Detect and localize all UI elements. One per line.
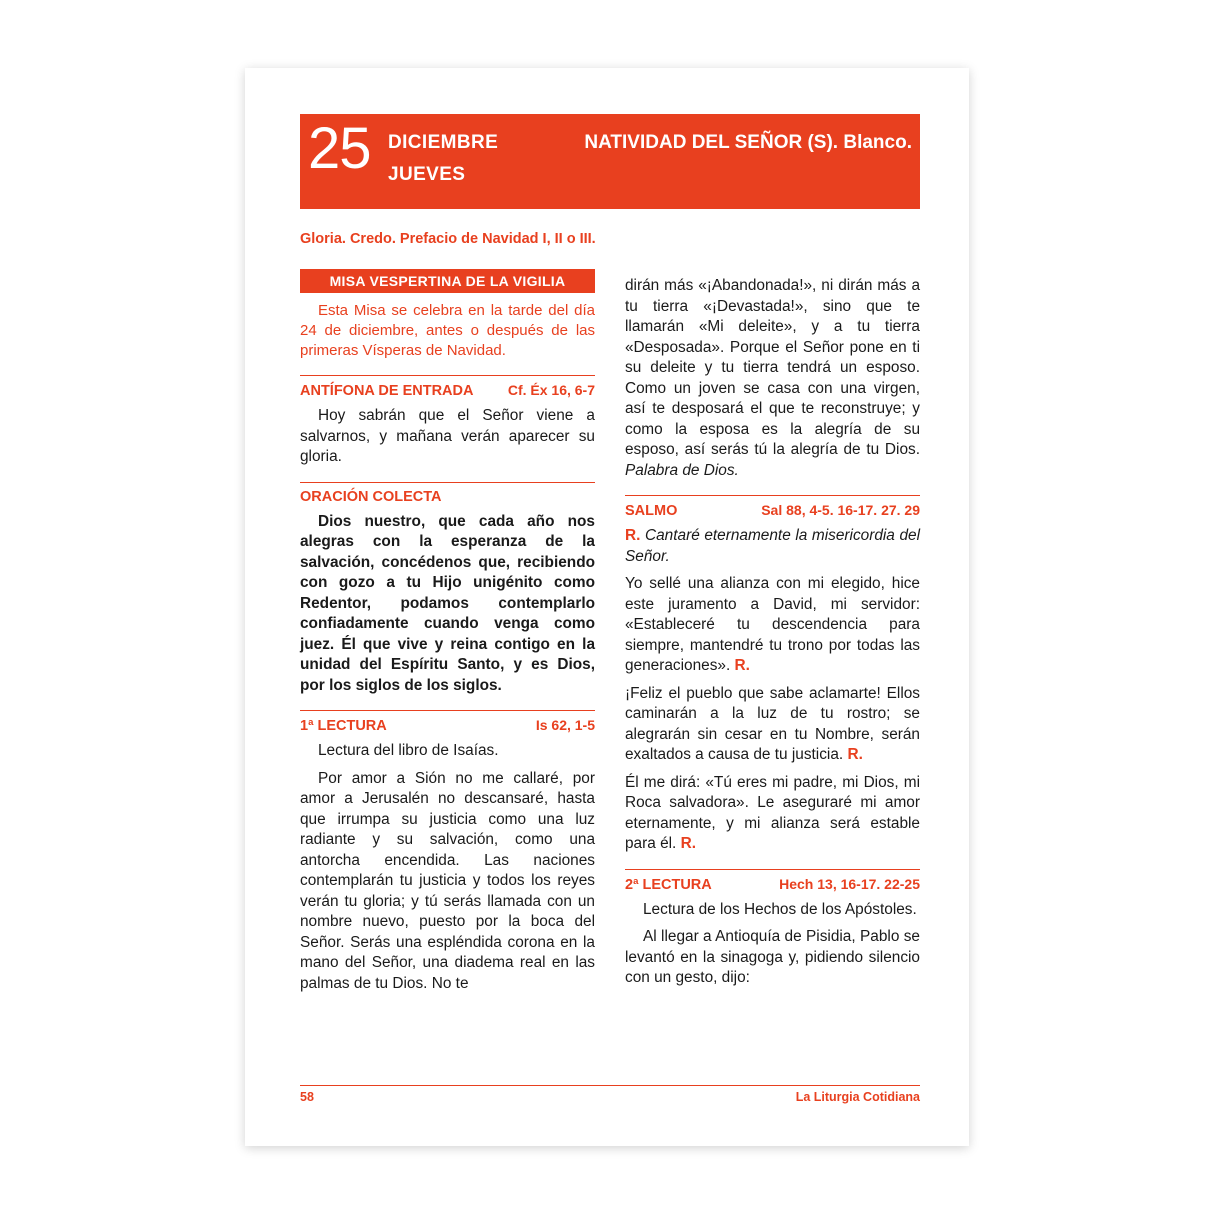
section-oracion-colecta: [300, 489, 595, 505]
section-reference: Cf. Éx 16, 6-7: [507, 382, 595, 398]
collect-text: Dios nuestro, que cada año nos alegras con la esperanza de la salvación, concédenos que, recibiendo con gozo a tu Hijo unigénito como Redentor, podamos contemplarlo confiadamente cuando venga como juez. Él que vive y reina contigo en la unidad del Espíritu Santo, y es Dios, por los siglos de los siglos.: [300, 512, 595, 694]
section-title: 1ª LECTURA: [300, 718, 387, 734]
divider: [300, 710, 595, 711]
response-marker: R.: [680, 835, 697, 852]
page-content: [300, 114, 920, 1104]
feast-title: NATIVIDAD DEL SEÑOR (S). Blanco.: [584, 132, 912, 153]
page-footer: [300, 1085, 920, 1104]
psalm-strophe: [625, 574, 920, 677]
psalm-strophe: [625, 684, 920, 766]
entrance-antiphon-text: Hoy sabrán que el Señor viene a salvarnos, y mañana verán aparecer su gloria.: [300, 407, 595, 465]
section-title: 2ª LECTURA: [625, 876, 712, 893]
top-rubric: Gloria. Credo. Prefacio de Navidad I, II o III.: [300, 231, 596, 247]
first-reading-continuation: [625, 276, 920, 481]
section-title: SALMO: [625, 503, 678, 519]
section-salmo: [625, 502, 920, 519]
book-title: La Liturgia Cotidiana: [795, 1090, 920, 1104]
month-label: DICIEMBRE: [388, 132, 499, 153]
section-title: ANTÍFONA DE ENTRADA: [300, 383, 474, 399]
document-sheet: [245, 68, 969, 1146]
footer-row: [300, 1090, 920, 1104]
divider: [300, 482, 595, 483]
first-reading-intro: Lectura del libro de Isaías.: [318, 742, 499, 759]
banner-right-mask: [600, 114, 920, 209]
divider: [300, 375, 595, 376]
divider: [625, 869, 920, 870]
page-number: 58: [300, 1090, 314, 1104]
right-column: [625, 269, 920, 1059]
section-segunda-lectura: [625, 876, 920, 893]
response-marker: R.: [847, 746, 863, 763]
section-title: ORACIÓN COLECTA: [300, 488, 442, 505]
psalm-strophe-text: Él me dirá: «Tú eres mi padre, mi Dios, mi Roca salvadora». Le aseguraré mi amor eternamente, y mi alianza será estable para él.: [625, 773, 920, 852]
psalm-strophe-text: Yo sellé una alianza con mi elegido, hice este juramento a David, mi servidor: «Estableceré tu descendencia para siempre, mantendré tu trono por todas las generaciones».: [625, 575, 920, 674]
psalm-strophe-text: ¡Feliz el pueblo que sabe aclamarte! Ellos caminarán a la luz de tu rostro; se alegrarán sin cesar en tu Nombre, serán exaltados a causa de tu justicia.: [625, 684, 920, 763]
section-reference: Is 62, 1-5: [535, 717, 595, 733]
section-primera-lectura: [300, 717, 595, 734]
second-reading-text: Al llegar a Antioquía de Pisidia, Pablo se levantó en la sinagoga y, pidiendo silencio con un gesto, dijo:: [625, 928, 920, 986]
second-reading-intro: Lectura de los Hechos de los Apóstoles.: [643, 900, 917, 918]
first-reading-text: Por amor a Sión no me callaré, por amor a Jerusalén no descansaré, hasta que irrumpa su justicia como una luz radiante y su salvación, como una antorcha encendida. Las naciones contemplarán tu justicia y todos los reyes verán tu gloria; y tú serás llamada con un nombre nuevo, puesto por la boca del Señor. Serás una espléndida corona en la mano del Señor, una diadema real en las palmas de tu Dios. No te: [300, 769, 595, 992]
footer-rule: [300, 1085, 920, 1086]
body-columns: [300, 269, 920, 1059]
psalm-response-text: Cantaré eternamente la misericordia del Señor.: [625, 527, 920, 565]
weekday-label: JUEVES: [388, 164, 466, 185]
psalm-response: [625, 526, 920, 567]
date-banner: [300, 114, 920, 209]
psalm-strophe: [625, 773, 920, 855]
section-antifona-entrada: [300, 382, 595, 399]
mass-rubric: Esta Misa se celebra en la tarde del día 24 de diciembre, antes o después de las primeras Vísperas de Navidad.: [300, 302, 595, 359]
first-reading-continuation-text: dirán más «¡Abandonada!», ni dirán más a tu tierra «¡Devastada!», sino que te llamarán «Mi deleite», y a tu tierra «Desposada». Porque el Señor pone en ti su deleite y tu tierra tendrá un esposo. Como un joven se casa con una virgen, así te desposará el que te reconstruye; y como la esposa es la alegría de su esposo, así serás tú la alegría de tu Dios.: [625, 277, 920, 458]
day-number: 25: [308, 116, 371, 181]
left-column: [300, 269, 595, 1059]
response-marker: R.: [625, 527, 641, 544]
section-reference: Hech 13, 16-17. 22-25: [779, 875, 920, 892]
mass-title-bar: MISA VESPERTINA DE LA VIGILIA: [300, 269, 595, 293]
divider: [625, 495, 920, 496]
first-reading-closing: Palabra de Dios.: [625, 461, 739, 479]
section-reference: Sal 88, 4-5. 16-17. 27. 29: [761, 502, 920, 518]
response-marker: R.: [734, 657, 750, 674]
